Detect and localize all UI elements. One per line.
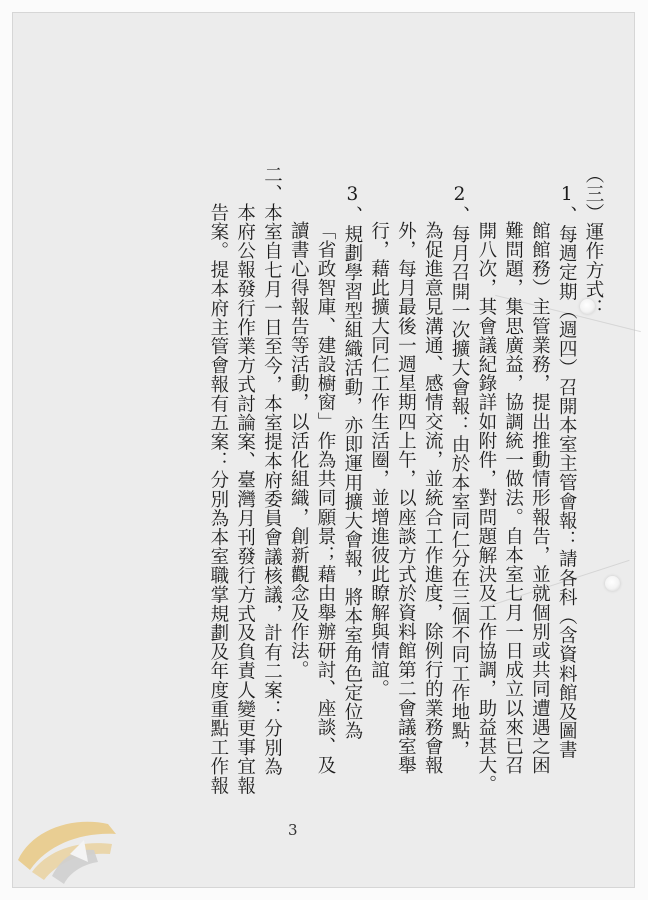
text-line: 1、每週定期（週四）召開本室主管會報：請各科（含資料館及圖書 (556, 184, 578, 760)
text-line: 本府公報發行作業方式討論案、臺灣月刊發行方式及負責人變更事宜報 (234, 203, 256, 796)
text-line: 「省政智庫、建設櫥窗」作為共同願景；藉由舉辦研討、座談、及 (315, 221, 337, 775)
text-line: 難問題，集思廣益，協調統一做法。自本室七月一日成立以來已召 (502, 221, 524, 775)
text-line: 開八次，其會議紀錄詳如附件，對問題解決及工作協調，助益甚大。 (475, 221, 497, 794)
archive-logo-icon (12, 810, 124, 890)
page-number: 3 (288, 821, 298, 839)
text-line: 二、本室自七月一日至今，本室提本府委員會議核議，計有二案：分別為 (261, 165, 283, 777)
text-line: 讀書心得報告等活動，以活化組織，創新觀念及作法。 (288, 221, 310, 680)
text-line: 為促進意見溝通、感情交流，並統合工作進度，除例行的業務會報 (422, 221, 444, 775)
text-line: 館館務）主管業務，提出推動情形報告，並就個別或共同遭遇之困 (529, 221, 551, 775)
vertical-text-body (204, 165, 606, 855)
text-line: 3、規劃學習型組織活動，亦即運用擴大會報，將本室角色定位為 (341, 184, 363, 741)
text-line: 告案。提本府主管會報有五案：分別為本室職掌規劃及年度重點工作報 (207, 203, 229, 796)
text-line: 行，藉此擴大同仁工作生活圈，並增進彼此瞭解與情誼。 (368, 221, 390, 699)
binding-hole-icon (605, 576, 620, 591)
section-heading: （三）運作方式： (583, 165, 604, 318)
text-line: 2、每月召開一次擴大會報：由於本室同仁分在三個不同工作地點， (449, 184, 471, 760)
document-page (12, 12, 635, 888)
text-line: 外，每月最後一週星期四上午，以座談方式於資料館第二會議室舉 (395, 221, 417, 775)
